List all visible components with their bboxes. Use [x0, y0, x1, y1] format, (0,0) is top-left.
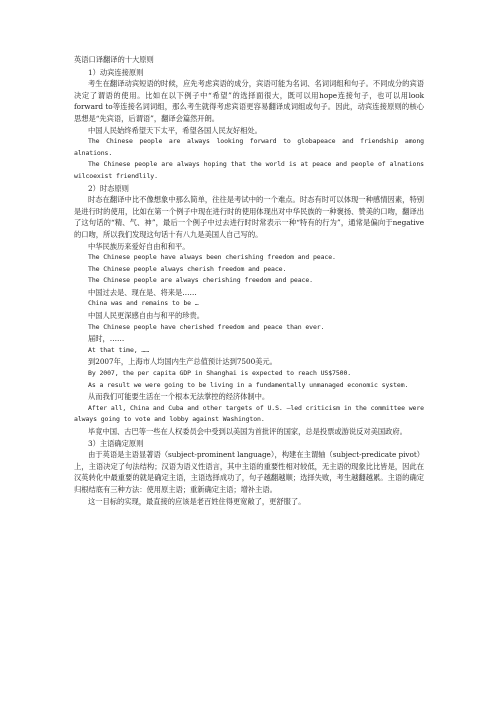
section-2-paragraph: 时态在翻译中比不像想象中那么简单，往往是考试中的一个难点。时态有时可以体现一种感情因素，特别是进行时的使用，比如在第一个例子中现在进行时的使用体现出对中华民族的一种褒扬、赞美的口吻，翻译出了这句话的“精、气、神”，最后一个例子中过去进行时时常表示一种“特有的行为”，通常是偏向于negative的口吻，所以我们发现这句话十有八九是美国人自己写的。 — [74, 195, 424, 239]
example-english: By 2007, the per capita GDP in Shanghai is expected to reach US$7500. — [88, 369, 352, 378]
example-chinese: 中国过去是、现在是、将来是…… — [88, 287, 197, 297]
example-english: The Chinese people are always cherishing freedom and peace. — [88, 276, 313, 285]
example-chinese: 到2007年，上海市人均国内生产总值预计达到7500美元。 — [88, 357, 277, 367]
section-3-paragraph: 这一目标的实现，最直接的应该是老百姓住得更宽敞了，更舒服了。 — [88, 496, 306, 506]
example-english: At that time, …… — [88, 345, 150, 354]
example-chinese: 从而我们可能要生活在一个根本无法掌控的经济体制中。 — [88, 392, 270, 402]
example-english: The Chinese people are always looking forward to globapeace and friendship among alnations. — [74, 137, 424, 157]
example-english: The Chinese people are always hoping that the world is at peace and people of alnations wilcoexist friendlily. — [74, 160, 424, 180]
example-chinese: 毕竟中国、古巴等一些在人权委员会中受到以美国为首批评的国家，总是投票或游说反对美国政府。 — [88, 427, 407, 436]
example-english: As a result we were going to be living in a fundamentally unmanaged economic system. — [88, 380, 409, 389]
example-english: China was and remains to be … — [88, 299, 199, 308]
document-title: 英语口译翻译的十大原则 — [74, 55, 154, 64]
example-chinese: 中国人民始终希望天下太平，希望各国人民友好相处。 — [88, 125, 262, 135]
section-2-heading: 2）时态原则 — [88, 183, 129, 193]
example-english: The Chinese people always cherish freedom and peace. — [88, 264, 287, 273]
example-english: After all, China and Cuba and other targets of U.S. –led criticism in the committee were always going to vote and lobby against Washington. — [74, 403, 424, 424]
example-chinese: 中华民族历来爱好自由和和平。 — [88, 241, 190, 251]
section-3-heading: 3）主语确定原则 — [88, 438, 144, 448]
section-1-paragraph: 考生在翻译动宾短语的时候，应先考虑宾语的成分，宾语可能为名词、名词词组和句子。不同成分的宾语决定了谓语的使用。比如在以下例子中“希望”的选择面很大，既可以用hope连接句子，也可以用look forward to等连接名词词组，那么考生就得考虑宾语更容易翻译成词组或句子。因此，动宾连接原则的核心思想是“先宾语，后谓语”，翻译会篇然开朗。 — [74, 79, 424, 123]
document-body — [74, 54, 424, 507]
example-chinese: 中国人民更深感自由与和平的珍贵。 — [88, 311, 204, 321]
example-english: The Chinese people have always been cherishing freedom and peace. — [88, 253, 336, 262]
section-3-paragraph: 由于英语是主语显著语（subject-prominent language），构建在主谓轴（subject-predicate pivot）上，主语决定了句法结构；汉语为语义性语言，其中主语的重要性相对较低，无主语的现象比比皆是，因此在汉英转化中最重要的就是确定主语，主语选择成功了，句子越翻越顺；选择失败，考生越翻越累。主语的确定归根结底有三种方法：使用原主语；重新确定主语；增补主语。 — [74, 450, 424, 494]
example-english: The Chinese people have cherished freedom and peace than ever. — [88, 322, 325, 331]
example-chinese: 届时，…… — [88, 334, 125, 344]
section-1-heading: 1）动宾连接原则 — [88, 67, 144, 77]
